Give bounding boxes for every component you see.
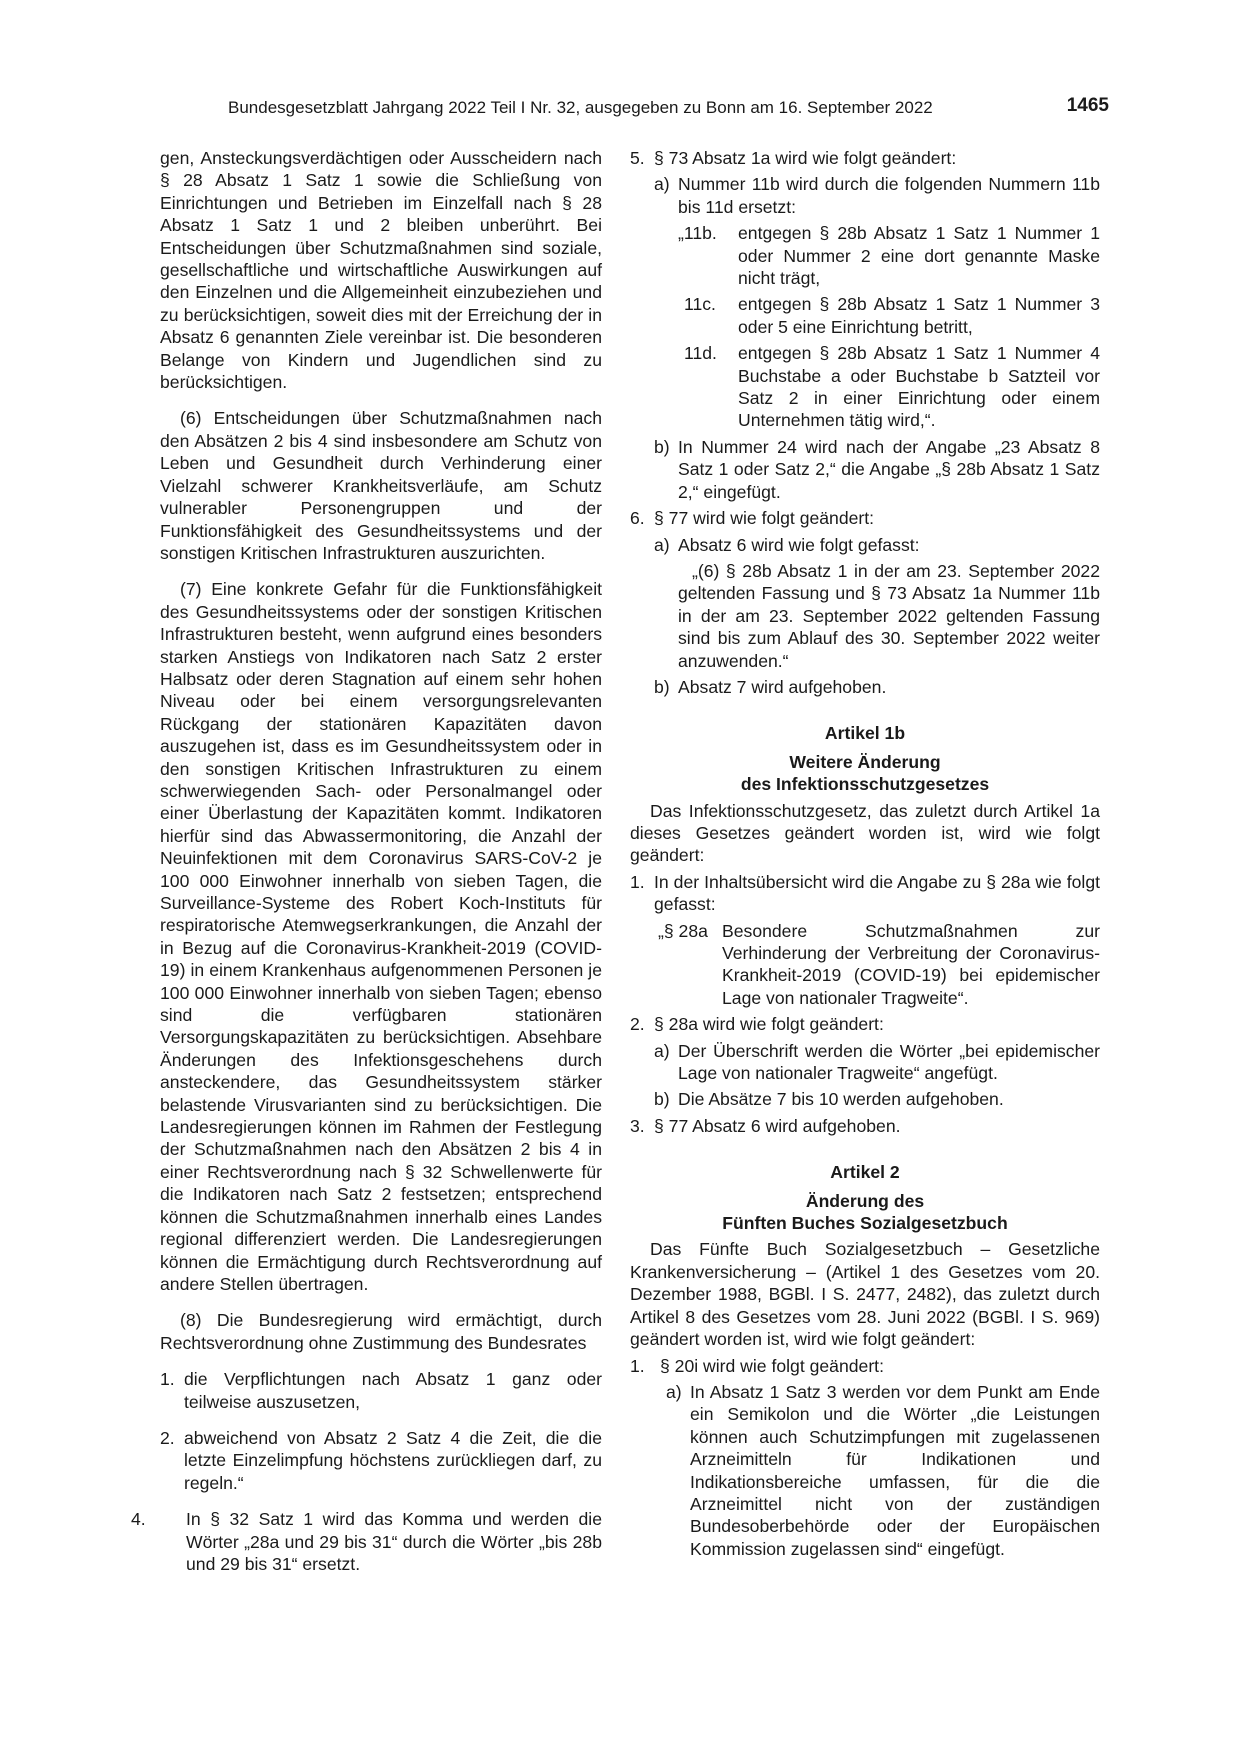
list-item [630, 1355, 1100, 1377]
gazette-title: Bundesgesetzblatt Jahrgang 2022 Teil I Nr. 32, ausgegeben zu Bonn am 16. September 2022 [228, 98, 933, 117]
article-heading-line: Fünften Buches Sozialgesetzbuch [722, 1213, 1008, 1234]
item-number: 1. [160, 1369, 175, 1390]
item-text: entgegen § 28b Absatz 1 Satz 1 Nummer 3 oder 5 eine Einrichtung betritt, [738, 294, 1100, 337]
page-number: 1465 [1066, 95, 1109, 116]
item-text: Besondere Schutzmaßnahmen zur Verhinderung der Verbreitung der Coronavirus-Krankheit-2019 (COVID-19) bei epidemischer Lage von nationaler Tragweite“. [722, 920, 1100, 1008]
article-intro: Das Infektionsschutzgesetz, das zuletzt durch Artikel 1a dieses Gesetzes geändert worden ist, wird wie folgt geändert: [630, 800, 1100, 866]
list-item [654, 436, 1100, 503]
item-number: „11b. [678, 223, 717, 244]
item-text: § 77 Absatz 6 wird aufgehoben. [654, 1115, 901, 1136]
list-item [654, 173, 1100, 218]
item-number: 2. [630, 1014, 645, 1035]
list-item [630, 147, 1100, 169]
list-item [654, 534, 1100, 556]
item-number: 11d. [684, 343, 717, 364]
item-text: Die Absätze 7 bis 10 werden aufgehoben. [678, 1089, 1004, 1110]
list-item [654, 1088, 1100, 1110]
article-heading-line: Weitere Änderung [789, 751, 941, 772]
list-item [654, 676, 1100, 698]
item-number: 3. [630, 1115, 645, 1136]
list-item [160, 1368, 602, 1413]
item-text: Absatz 7 wird aufgehoben. [678, 676, 887, 697]
item-letter: b) [654, 1089, 670, 1110]
item-text: Der Überschrift werden die Wörter „bei epidemischer Lage von nationaler Tragweite“ angefügt. [678, 1040, 1100, 1084]
item-letter: a) [654, 1040, 670, 1061]
item-number: 5. [630, 148, 645, 168]
item-number: 4. [131, 1509, 146, 1530]
item-text: § 28a wird wie folgt geändert: [654, 1014, 884, 1035]
item-letter: b) [654, 436, 670, 457]
item-text: In § 32 Satz 1 wird das Komma und werden die Wörter „28a und 29 bis 31“ durch die Wörter „bis 28b und 29 bis 31“ ersetzt. [186, 1509, 602, 1574]
item-text: entgegen § 28b Absatz 1 Satz 1 Nummer 1 oder Nummer 2 eine dort genannte Maske nicht trägt, [738, 223, 1100, 289]
article-heading [630, 751, 1100, 796]
item-number: „§ 28a [658, 920, 708, 941]
list-item [666, 1381, 1100, 1560]
item-letter: a) [654, 534, 670, 555]
item-text: § 20i wird wie folgt geändert: [660, 1355, 884, 1376]
item-number: 1. [630, 871, 645, 892]
paragraph-6: (6) Entscheidungen über Schutzmaßnahmen nach den Absätzen 2 bis 4 sind insbesondere am Schutz von Leben und Gesundheit durch Verhinderung einer Vielzahl schwerer Krankheitsverläufe, am Schutz vulnerabler Personengruppen und der Funktionsfähigkeit des Gesundheitssystems und der sonstigen Kritischen Infrastrukturen auszurichten. [160, 408, 602, 563]
item-text: In der Inhaltsübersicht wird die Angabe zu § 28a wie folgt gefasst: [654, 871, 1100, 915]
item-letter: a) [666, 1381, 682, 1402]
article-heading-line: des Infektionsschutzgesetzes [740, 774, 990, 795]
list-item [678, 342, 1100, 432]
item-text: Absatz 6 wird wie folgt gefasst: [678, 534, 920, 555]
item-number: 11c. [684, 294, 716, 315]
list-item [630, 871, 1100, 916]
item-text: In Absatz 1 Satz 3 werden vor dem Punkt am Ende ein Semikolon und die Wörter „die Leistungen können auch Schutzimpfungen mit zugelassenen Arzneimitteln für Indikationen und Indikationsbereiche umfassen, für die die Arzneimittel nicht von der zuständigen Bundesoberbehörde oder der Europäischen Kommission zugelassen sind“ eingefügt. [690, 1381, 1100, 1559]
item-text: Nummer 11b wird durch die folgenden Nummern 11b bis 11d ersetzt: [678, 174, 1100, 217]
list-item [678, 222, 1100, 289]
item-text: abweichend von Absatz 2 Satz 4 die Zeit, die die letzte Einzelimpfung höchstens zurückliegen darf, zu regeln.“ [184, 1427, 602, 1493]
item-number: 1. [630, 1355, 645, 1376]
list-item [630, 507, 1100, 529]
article-heading-line: Änderung des [805, 1190, 925, 1211]
item-text: entgegen § 28b Absatz 1 Satz 1 Nummer 4 Buchstabe a oder Buchstabe b Satzteil vor Satz 2 in einer Einrichtung oder einem Unternehmen tätig wird,“. [738, 343, 1100, 431]
item-number: 6. [630, 508, 645, 529]
list-item [630, 1013, 1100, 1035]
item-number: 2. [160, 1427, 175, 1448]
left-column [131, 147, 602, 1575]
list-item [160, 1427, 602, 1494]
article-title: Artikel 1b [824, 723, 906, 744]
item-letter: b) [654, 676, 670, 697]
page-header [0, 95, 1241, 124]
quoted-provision: „(6) § 28b Absatz 1 in der am 23. September 2022 geltenden Fassung und § 73 Absatz 1a Nummer 11b in der am 23. September 2022 geltenden Fassung sind bis zum Ablauf des 30. September 2022 weiter anzuwenden.“ [678, 560, 1100, 671]
article-title: Artikel 2 [830, 1162, 900, 1183]
item-text: In Nummer 24 wird nach der Angabe „23 Absatz 8 Satz 1 oder Satz 2,“ die Angabe „§ 28b Absatz 1 Satz 2,“ eingefügt. [678, 436, 1100, 502]
article-intro: Das Fünfte Buch Sozialgesetzbuch – Gesetzliche Krankenversicherung – (Artikel 1 des Gesetzes vom 20. Dezember 1988, BGBl. I S. 2477, 2482), das zuletzt durch Artikel 8 des Gesetzes vom 28. Juni 2022 (BGBl. I S. 969) geändert worden ist, wird wie folgt geändert: [630, 1239, 1100, 1350]
article-heading [630, 1190, 1100, 1235]
item-letter: a) [654, 174, 670, 195]
paragraph-8: (8) Die Bundesregierung wird ermächtigt, durch Rechtsverordnung ohne Zustimmung des Bundesrates [160, 1310, 602, 1353]
list-item [678, 293, 1100, 338]
paragraph-7: (7) Eine konkrete Gefahr für die Funktionsfähigkeit des Gesundheitssystems oder der sonstigen Kritischen Infrastrukturen besteht, wenn aufgrund eines besonders starken Anstiegs von Indikatoren nach Satz 2 erster Halbsatz oder deren Stagnation auf einem sehr hohen Niveau oder bei einem versorgungsrelevanten Rückgang der stationären Kapazitäten davon auszugehen ist, dass es im Gesundheitssystem oder in den sonstigen Kritischen Infrastrukturen zu einem schwerwiegenden Sach- oder Personalmangel oder einer Überlastung der Kapazitäten kommt. Indikatoren hierfür sind das Abwassermonitoring, die Anzahl der Neuinfektionen mit dem Coronavirus SARS-CoV-2 je 100 000 Einwohner innerhalb von sieben Tagen, die Surveillance-Systeme des Robert Koch-Instituts für respiratorische Atemwegserkrankungen, die Anzahl der in Bezug auf die Coronavirus-Krankheit-2019 (COVID-19) in einem Krankenhaus aufgenommenen Personen je 100 000 Einwohner innerhalb von sieben Tagen; ebenso sind die verfügbaren stationären Versorgungskapazitäten zu berücksichtigen. Absehbare Änderungen des Infektionsgeschehens durch ansteckendere, das Gesundheitssystem stärker belastende Virusvarianten sind zu berücksichtigen. Die Landesregierungen können im Rahmen der Festlegung der Schutzmaßnahmen nach den Absätzen 2 bis 4 in einer Rechtsverordnung nach § 32 Schwellenwerte für die Indikatoren nach Satz 2 festsetzen; entsprechend können die Schutzmaßnahmen innerhalb eines Landes regional differenziert werden. Die Landesregierungen können die Ermächtigung durch Rechtsverordnung auf andere Stellen übertragen. [160, 579, 602, 1294]
item-text: die Verpflichtungen nach Absatz 1 ganz oder teilweise auszusetzen, [184, 1369, 602, 1412]
intro-paragraph: gen, Ansteckungsverdächtigen oder Ausscheidern nach § 28 Absatz 1 Satz 1 sowie die Schließung von Einrichtungen und Betrieben im Einzelfall nach § 28 Absatz 1 Satz 1 und 2 bleiben unberührt. Bei Entscheidungen über Schutzmaßnahmen sind soziale, gesellschaftliche und wirtschaftliche Auswirkungen auf den Einzelnen und die Allgemeinheit einzubeziehen und zu berücksichtigen, soweit dies mit der Erreichung der in Absatz 6 genannten Ziele vereinbar ist. Die besonderen Belange von Kindern und Jugendlichen sind zu berücksichtigen. [160, 148, 602, 393]
right-column [630, 147, 1100, 1560]
item-text: § 77 wird wie folgt geändert: [654, 508, 875, 529]
list-item [654, 1040, 1100, 1085]
item-text: § 73 Absatz 1a wird wie folgt geändert: [654, 148, 957, 168]
list-item [630, 1115, 1100, 1137]
list-item [658, 920, 1100, 1010]
list-item [131, 1508, 602, 1575]
